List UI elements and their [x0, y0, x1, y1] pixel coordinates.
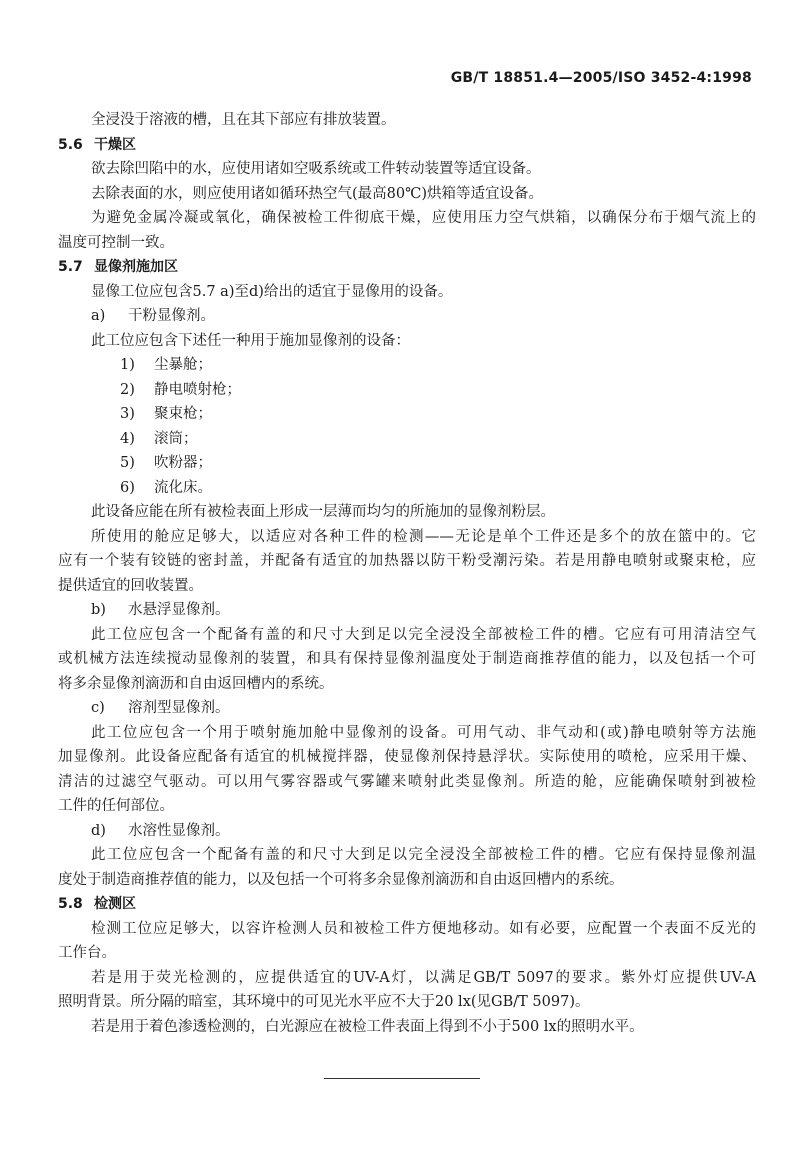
sub-list-item: 3) 聚束枪；: [58, 402, 756, 427]
section-heading-5-8: [58, 892, 756, 917]
paragraph-line: 此工位应包含一个用于喷射施加舱中显像剂的设备。可用气动、非气动和(或)静电喷射等方法施: [91, 724, 756, 741]
section-title: 干燥区: [94, 136, 136, 153]
paragraph-line: 此工位应包含下述任一种用于施加显像剂的设备：: [91, 332, 410, 349]
list-item-d: d) 水溶性显像剂。: [58, 819, 756, 844]
paragraph-line: 将多余显像剂滴沥和自由返回槽内的系统。: [58, 675, 334, 692]
document-body: [58, 108, 756, 1039]
item-label: d): [91, 822, 106, 839]
sub-list-item: 4) 滚筒；: [58, 427, 756, 452]
section-number: 5.6: [58, 136, 83, 153]
item-label: a): [91, 308, 106, 324]
paragraph-line: 全浸没于溶液的槽，且在其下部应有排放装置。: [91, 112, 396, 128]
standard-code-header: GB/T 18851.4—2005/ISO 3452-4:1998: [450, 70, 752, 86]
paragraph-line: 欲去除凹陷中的水，应使用诸如空吸系统或工件转动装置等适宜设备。: [91, 161, 541, 177]
sub-list-item: 2) 静电喷射枪；: [58, 378, 756, 403]
paragraph-line: 加显像剂。此设备应配备有适宜的机械搅拌器，使显像剂保持悬浮状。实际使用的喷枪，应采用干燥、: [58, 749, 756, 765]
paragraph-line: 若是用于荧光检测的，应提供适宜的UV-A灯，以满足GB/T 5097的要求。紫外灯应提供UV-A: [91, 969, 756, 986]
sub-item-label: 6): [120, 479, 135, 496]
paragraph-line: 若是用于着色渗透检测的，白光源应在被检工件表面上得到不小于500 lx的照明水平。: [91, 1018, 644, 1035]
section-heading-5-6: [58, 133, 756, 158]
sub-item-label: 1): [120, 357, 135, 373]
paragraph-line: 清洁的过滤空气驱动。可以用气雾容器或气雾罐来喷射此类显像剂。所造的舱，应能确保喷射到被检: [58, 773, 756, 790]
item-label: c): [91, 700, 105, 716]
paragraph-line: 照明背景。所分隔的暗室，其环境中的可见光水平应不大于20 lx(见GB/T 5097)。: [58, 994, 590, 1010]
paragraph-line: 此设备应能在所有被检表面上形成一层薄而均匀的所施加的显像剂粉层。: [91, 504, 555, 520]
sub-item-label: 5): [120, 455, 135, 471]
list-item-b: b) 水悬浮显像剂。: [58, 598, 756, 623]
paragraph-line: 工作台。: [58, 945, 116, 961]
end-of-text-rule: [324, 1078, 480, 1079]
sub-list-item: 1) 尘暴舱；: [58, 353, 756, 378]
sub-list-item: 6) 流化床。: [58, 476, 756, 501]
section-title: 检测区: [94, 896, 136, 912]
paragraph-line: 提供适宜的回收装置。: [58, 577, 203, 594]
list-item-c: c) 溶剂型显像剂。: [58, 696, 756, 721]
paragraph-line: 此工位应包含一个配备有盖的和尺寸大到足以完全浸没全部被检工件的槽。它应有保持显像剂温: [91, 847, 756, 863]
paragraph-line: 去除表面的水，则应使用诸如循环热空气(最高80℃)烘箱等适宜设备。: [91, 185, 543, 202]
paragraph-line: 检测工位应足够大，以容许检测人员和被检工件方便地移动。如有必要，应配置一个表面不反光的: [91, 920, 756, 937]
paragraph-line: 显像工位应包含5.7 a)至d)给出的适宜于显像用的设备。: [91, 283, 453, 300]
sub-item-label: 4): [120, 430, 135, 447]
paragraph-line: 温度可控制一致。: [58, 234, 174, 251]
paragraph-line: 度处于制造商推荐值的能力，以及包括一个可将多余显像剂滴沥和自由返回槽内的系统。: [58, 871, 624, 888]
paragraph-line: 为避免金属冷凝或氧化，确保被检工件彻底干燥，应使用压力空气烘箱，以确保分布于烟气流上的: [91, 210, 756, 226]
section-heading-5-7: [58, 255, 756, 280]
section-title: 显像剂施加区: [94, 259, 178, 275]
paragraph-line: 应有一个装有铰链的密封盖，并配备有适宜的加热器以防干粉受潮污染。若是用静电喷射或聚束枪，应: [58, 553, 756, 569]
sub-item-label: 3): [120, 406, 135, 422]
sub-list-item: 5) 吹粉器；: [58, 451, 756, 476]
section-number: 5.7: [58, 259, 83, 275]
sub-item-label: 2): [120, 381, 135, 398]
paragraph-line: 或机械方法连续搅动显像剂的装置，和具有保持显像剂温度处于制造商推荐值的能力，以及包括一个可: [58, 651, 756, 667]
item-label: b): [91, 602, 106, 618]
paragraph-line: 所使用的舱应足够大，以适应对各种工件的检测——无论是单个工件还是多个的放在篮中的。它: [91, 528, 756, 545]
paragraph-line: 工件的任何部位。: [58, 798, 174, 814]
paragraph-line: 此工位应包含一个配备有盖的和尺寸大到足以完全浸没全部被检工件的槽。它应有可用清洁空气: [91, 626, 756, 643]
list-item-a: a) 干粉显像剂。: [58, 304, 756, 329]
section-number: 5.8: [58, 896, 83, 912]
